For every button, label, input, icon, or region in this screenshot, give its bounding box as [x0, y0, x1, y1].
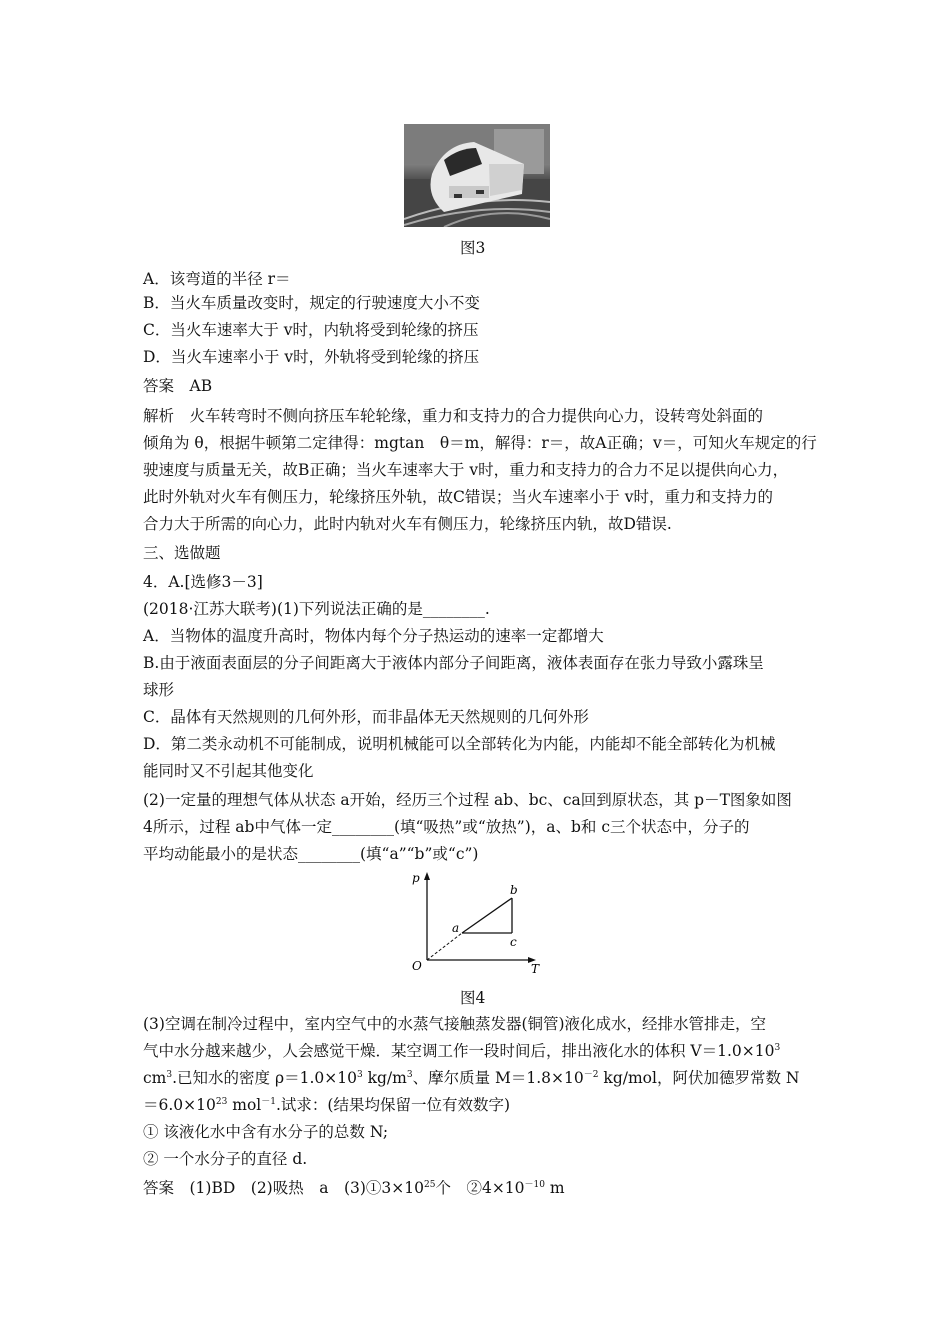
question-4-1-stem: (2018·江苏大联考)(1)下列说法正确的是________. — [143, 600, 490, 618]
origin-label: O — [412, 959, 422, 973]
q4-1-option: A．当物体的温度升高时，物体内每个分子热运动的速率一定都增大 — [143, 627, 604, 645]
analysis-line: 倾角为 θ，根据牛顿第二定律得：mgtan θ＝m，解得：r＝，故A正确；v＝，可知火车规定的行 — [143, 434, 817, 452]
analysis-line: 驶速度与质量无关，故B正确；当火车速率大于 v时，重力和支持力的合力不足以提供向心力， — [143, 461, 789, 479]
figure-4-caption: 图4 — [460, 989, 486, 1007]
q4-2-text: 4所示，过程 ab中气体一定________(填“吸热”或“放热”)，a、b和 c三个状态中，分子的 — [143, 818, 750, 836]
point-c-label: c — [510, 935, 517, 949]
q4-3-text: $=6.0\times 10^{23}$ mol$^{-1}$.试求：(结果均保留一位有效数字) — [143, 1096, 511, 1114]
section-heading: 三、选做题 — [143, 544, 221, 562]
q4-3-sub2: ② 一个水分子的直径 d. — [143, 1150, 308, 1168]
q4-3-text: $cm^3$.已知水的密度 $\rho=1.0\times 10^3$ $kg/m^3$、摩尔质量 $M=1.8\times 10^{-2}$ kg/mol，阿伏加德罗常数 N — [143, 1069, 800, 1087]
q4-3-text: (3)空调在制冷过程中，室内空气中的水蒸气接触蒸发器(铜管)液化成水，经排水管排走，空 — [143, 1015, 767, 1033]
q4-2-text: 平均动能最小的是状态________(填“a”“b”或“c”) — [143, 845, 479, 863]
q4-1-option: B.由于液面表面层的分子间距离大于液体内部分子间距离，液体表面存在张力导致小露珠呈 — [143, 654, 764, 672]
q4-3-text: 气中水分越来越少，人会感觉干燥．某空调工作一段时间后，排出液化水的体积 $V=1.0\times 10^3$ — [143, 1042, 781, 1060]
process-ab — [462, 898, 512, 933]
q4-1-option: D．第二类永动机不可能制成，说明机械能可以全部转化为内能，内能却不能全部转化为机械 — [143, 735, 776, 753]
analysis-line: 解析 火车转弯时不侧向挤压车轮轮缘，重力和支持力的合力提供向心力，设转弯处斜面的 — [143, 407, 764, 425]
option-a: A．该弯道的半径 r＝ — [143, 270, 291, 288]
p-t-graph — [400, 868, 550, 978]
q4-1-option: 球形 — [143, 681, 175, 699]
axis-label-p: p — [412, 871, 420, 885]
p-axis-arrow — [424, 872, 430, 880]
q4-1-option: 能同时又不引起其他变化 — [143, 762, 314, 780]
analysis-line: 此时外轨对火车有侧压力，轮缘挤压外轨，故C错误；当火车速率小于 v时，重力和支持力的 — [143, 488, 774, 506]
point-b-label: b — [510, 883, 518, 897]
option-c: C．当火车速率大于 v时，内轨将受到轮缘的挤压 — [143, 321, 479, 339]
point-a-label: a — [452, 921, 460, 935]
figure-3-caption: 图3 — [460, 239, 486, 257]
question-4-heading: 4．A.[选修3－3] — [143, 573, 263, 591]
option-d: D．当火车速率小于 v时，外轨将受到轮缘的挤压 — [143, 348, 480, 366]
q4-3-sub1: ① 该液化水中含有水分子的总数 N; — [143, 1123, 389, 1141]
q4-2-text: (2)一定量的理想气体从状态 a开始，经历三个过程 ab、bc、ca回到原状态，其 p－T图象如图 — [143, 791, 792, 809]
analysis-line: 合力大于所需的向心力，此时内轨对火车有侧压力，轮缘挤压内轨，故D错误. — [143, 515, 672, 533]
q4-1-option: C．晶体有天然规则的几何外形，而非晶体无天然规则的几何外形 — [143, 708, 589, 726]
answer-q4: 答案 (1)BD (2)吸热 a $(3)①3\times 10^{25}$个 $②4\times 10^{-10}$ m — [143, 1179, 565, 1197]
option-b: B．当火车质量改变时，规定的行驶速度大小不变 — [143, 294, 480, 312]
axis-label-t: T — [531, 962, 540, 976]
answer-q3: 答案 AB — [143, 377, 213, 395]
dashed-extension — [427, 933, 462, 960]
train-photo — [404, 124, 550, 227]
